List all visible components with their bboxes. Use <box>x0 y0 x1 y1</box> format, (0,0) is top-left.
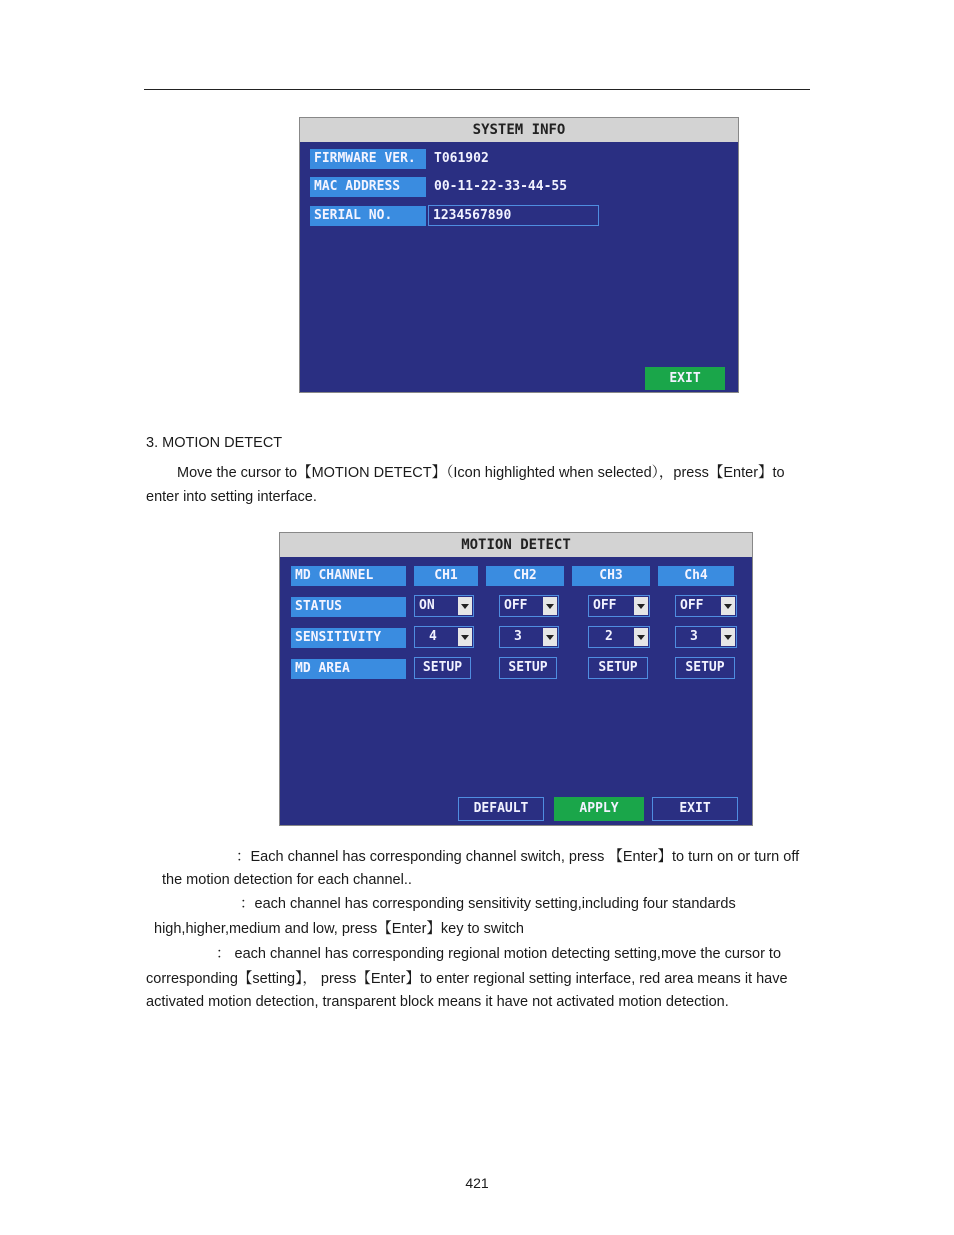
channel-header-ch3: CH3 <box>572 566 650 586</box>
status-note-line-2: the motion detection for each channel.. <box>162 872 412 888</box>
system-info-screen <box>299 117 739 393</box>
status-value-ch3: OFF <box>593 598 617 613</box>
status-value-ch4: OFF <box>680 598 704 613</box>
status-label: STATUS <box>291 597 406 617</box>
status-value-ch1: ON <box>419 598 435 613</box>
intro-line-1: Move the cursor to【MOTION DETECT】（Icon highlighted when selected），press【Enter】to <box>177 465 785 481</box>
mac-label: MAC ADDRESS <box>310 177 426 197</box>
channel-header-ch2: CH2 <box>486 566 564 586</box>
motion-detect-title: MOTION DETECT <box>280 533 752 557</box>
sensitivity-note-line-1: ：each channel has corresponding sensitivity setting,including four standards <box>240 896 736 912</box>
chevron-down-icon <box>543 628 557 646</box>
system-info-title: SYSTEM INFO <box>300 118 738 142</box>
status-select-ch3[interactable] <box>588 595 650 617</box>
channel-header-ch4: Ch4 <box>658 566 734 586</box>
apply-button[interactable]: APPLY <box>554 797 644 821</box>
mac-value: 00-11-22-33-44-55 <box>434 179 568 194</box>
system-info-exit-button[interactable]: EXIT <box>645 367 725 390</box>
motion-detect-screen <box>279 532 753 826</box>
chevron-down-icon <box>634 597 648 615</box>
md-area-setup-ch3[interactable]: SETUP <box>588 657 648 679</box>
area-note-line-2: corresponding【setting】， press【Enter】to enter regional setting interface, red area means it have <box>146 971 788 987</box>
md-channel-label: MD CHANNEL <box>291 566 406 586</box>
chevron-down-icon <box>721 628 735 646</box>
sensitivity-value-ch2: 3 <box>514 629 522 644</box>
header-rule <box>144 89 810 90</box>
firmware-label: FIRMWARE VER. <box>310 149 426 169</box>
md-area-label: MD AREA <box>291 659 406 679</box>
area-note-line-3: activated motion detection, transparent block means it have not activated motion detection. <box>146 994 729 1010</box>
serial-label: SERIAL NO. <box>310 206 426 226</box>
sensitivity-label: SENSITIVITY <box>291 628 406 648</box>
chevron-down-icon <box>458 597 472 615</box>
page-number: 421 <box>465 1175 489 1191</box>
section-heading: 3. MOTION DETECT <box>146 435 283 451</box>
channel-header-ch1: CH1 <box>414 566 478 586</box>
status-select-ch4[interactable] <box>675 595 737 617</box>
intro-line-2: enter into setting interface. <box>146 489 317 505</box>
status-select-ch2[interactable] <box>499 595 559 617</box>
default-button[interactable]: DEFAULT <box>458 797 544 821</box>
sensitivity-note-line-2: high,higher,medium and low, press【Enter】key to switch <box>154 921 524 937</box>
md-area-setup-ch1[interactable]: SETUP <box>414 657 471 679</box>
sensitivity-value-ch3: 2 <box>605 629 613 644</box>
md-area-setup-ch4[interactable]: SETUP <box>675 657 735 679</box>
chevron-down-icon <box>634 628 648 646</box>
chevron-down-icon <box>721 597 735 615</box>
chevron-down-icon <box>458 628 472 646</box>
status-value-ch2: OFF <box>504 598 528 613</box>
status-note-line-1: ：Each channel has corresponding channel switch, press 【Enter】to turn on or turn off <box>236 849 800 865</box>
area-note-line-1: ： each channel has corresponding regional motion detecting setting,move the cursor to <box>216 946 782 962</box>
chevron-down-icon <box>543 597 557 615</box>
sensitivity-value-ch1: 4 <box>429 629 437 644</box>
exit-button[interactable]: EXIT <box>652 797 738 821</box>
status-select-ch1[interactable] <box>414 595 474 617</box>
sensitivity-value-ch4: 3 <box>690 629 698 644</box>
firmware-value: T061902 <box>434 151 489 166</box>
sensitivity-select-ch3[interactable] <box>588 626 650 648</box>
sensitivity-select-ch1[interactable] <box>414 626 474 648</box>
sensitivity-select-ch4[interactable] <box>675 626 737 648</box>
serial-value: 1234567890 <box>428 205 599 226</box>
sensitivity-select-ch2[interactable] <box>499 626 559 648</box>
md-area-setup-ch2[interactable]: SETUP <box>499 657 557 679</box>
